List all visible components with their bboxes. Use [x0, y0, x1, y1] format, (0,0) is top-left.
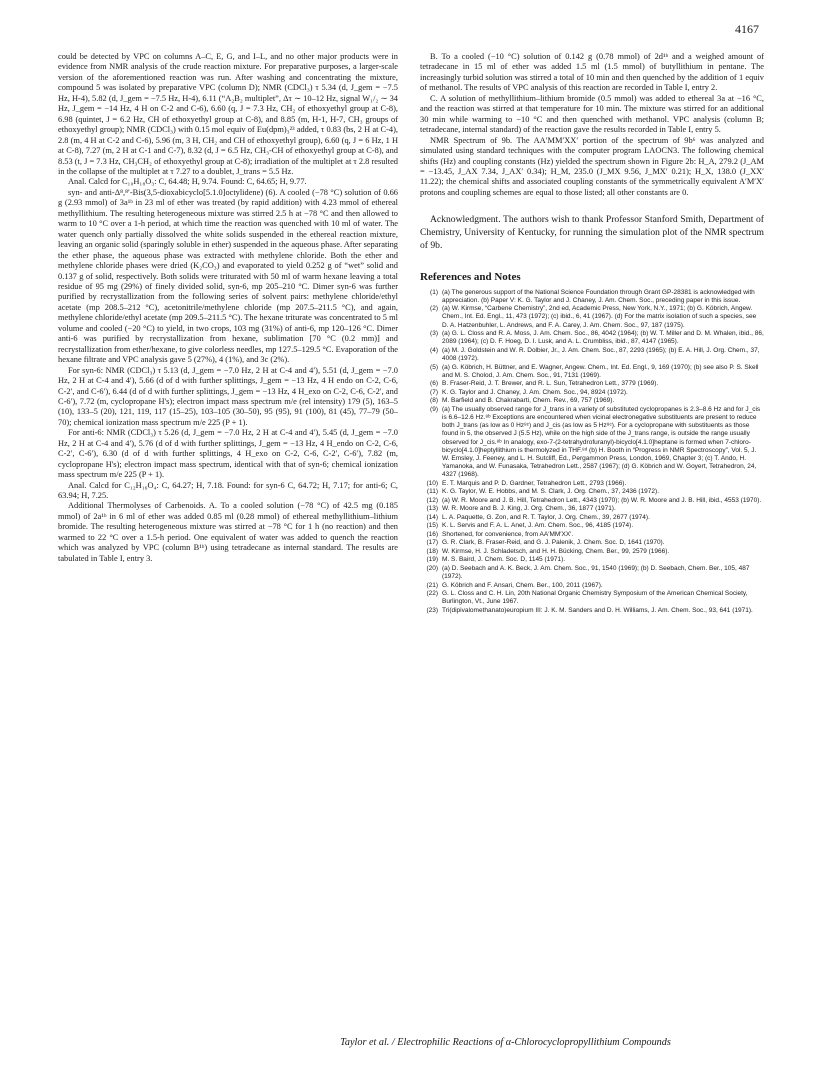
- reference-text: E. T. Marquis and P. D. Gardner, Tetrahedron Lett., 2793 (1966).: [442, 479, 627, 487]
- reference-text: (a) D. Seebach and A. K. Beck, J. Am. Chem. Soc., 91, 1540 (1969); (b) D. Seebach, Chem. Ber., 105, 487 (1972).: [442, 564, 750, 581]
- reference-number: (5): [430, 363, 438, 371]
- footer-text: Taylor et al. / Electrophilic Reactions of α-Chlorocyclopropyllithium Compounds: [340, 1037, 671, 1048]
- reference-text: (a) G. L. Closs and R. A. Moss, J. Am. Chem. Soc., 86, 4042 (1964); (b) W. T. Miller and D. M. Whalen, ibid., 86, 2089 (1964); (c) D. F. Hoeg, D. I. Lusk, and A. L. Crumbliss, ibid., 87, 4147 (1965).: [442, 330, 764, 346]
- reference-item: [420, 582, 764, 590]
- reference-item: [420, 565, 764, 581]
- reference-item: [420, 289, 764, 305]
- reference-number: (14): [426, 513, 438, 521]
- reference-item: [420, 607, 764, 615]
- reference-number: (1): [430, 288, 438, 296]
- reference-text: W. Kirmse, H. J. Schladetsch, and H. H. Bücking, Chem. Ber., 99, 2579 (1966).: [442, 547, 670, 555]
- reference-text: Shortened, for convenience, from AA′MM′XX′.: [442, 530, 574, 538]
- reference-item: [420, 497, 764, 505]
- reference-item: [420, 406, 764, 480]
- reference-item: [420, 556, 764, 564]
- paragraph: For syn-6: NMR (CDCl₃) τ 5.13 (d, J_gem = −7.0 Hz, 2 H at C-4 and 4′), 5.51 (d, J_gem = −7.0 Hz, 2 H at C-4 and 4′), 5.66 (d of d with further splittings, J_gem = −13 Hz, 4 H endo on C-2, C-6, C-2′, and C-6′), 6.44 (d of d with further splittings, J_gem = −13 Hz, 4 H_exo on C-2, C-6, C-2′, and C-6′), 7.72 (m, cyclopropane H's); electron impact mass spectrum m/e (rel intensity) 179 (5), 163–5 (10), 133–5 (20), 121, 119, 117 (15–25), 103–105 (30–50), 95 (95), 91 (100), 81 (45), 77–79 (50–70); chemical ionization mass spectrum m/e 225 (P + 1).: [58, 365, 398, 427]
- reference-text: (a) W. R. Moore and J. B. Hill, Tetrahedron Lett., 4343 (1970); (b) W. R. Moore and J. B. Hill, ibid., 4553 (1970).: [442, 496, 762, 504]
- reference-text: G. Köbrich and F. Ansari, Chem. Ber., 100, 2011 (1967).: [442, 581, 603, 589]
- reference-number: (23): [426, 606, 438, 614]
- reference-text: (a) The generous support of the National Science Foundation through Grant GP-28381 is acknowledged with appreciation. (b) Paper V: K. G. Taylor and J. Chaney, J. Am. Chem. Soc., preceding paper in this issue.: [442, 288, 755, 304]
- reference-number: (12): [426, 496, 438, 504]
- paragraph: Anal. Calcd for C₁₀H₁₈O₃: C, 64.48; H, 9.74. Found: C, 64.65; H, 9.77.: [68, 177, 307, 187]
- acknowledgment: Acknowledgment. The authors wish to thank Professor Stanford Smith, Department of Chemistry, University of Kentucky, for running the simulation plot of the NMR spectrum of 9b.: [420, 214, 764, 251]
- reference-item: [420, 590, 764, 606]
- reference-text: M. Barfield and B. Chakrabarti, Chem. Rev., 69, 757 (1969).: [442, 397, 615, 405]
- reference-text: (a) M. J. Goldstein and W. R. Dolbier, Jr., J. Am. Chem. Soc., 87, 2293 (1965); (b) E. A. Hill, J. Org. Chem., 37, 4008 (1972).: [442, 346, 760, 363]
- reference-text: (a) W. Kirmse, “Carbene Chemistry”, 2nd ed, Academic Press, New York, N.Y., 1971; (b) G. Köbrich, Angew. Chem., Int. Ed. Engl., 11, 473 (1972); (c) ibid., 6, 41 (1967). (d) For the matrix isolation of such a species, see D. A. Hatzenbuhler, L. Andrews, and F. A. Carey, J. Am. Chem. Soc., 97, 187 (1975).: [442, 305, 757, 329]
- reference-text: K. L. Servis and F. A. L. Anet, J. Am. Chem. Soc., 96, 4185 (1974).: [442, 522, 634, 530]
- reference-number: (9): [430, 405, 438, 413]
- reference-text: K. G. Taylor and J. Chaney, J. Am. Chem. Soc., 94, 8924 (1972).: [442, 388, 628, 396]
- right-column: [420, 52, 764, 615]
- reference-item: [420, 480, 764, 488]
- reference-item: [420, 389, 764, 397]
- paragraph: syn- and anti-Δ⁸,⁸′-Bis(3,5-dioxabicyclo[5.1.0]octylidene) (6). A cooled (−78 °C) solution of 0.66 g (2.93 mmol) of 3a¹ᵇ in 23 ml of ether was treated (by rapid addition) with 4.23 mmol of ethereal methyllithium. The resulting heterogeneous mixture was stirred 2.5 h at −78 °C and then allowed to warm to 10 °C over a 1-h period, at which time the reaction was quenched with 10 ml of water. The water quench only partially dissolved the white solids suspended in the ethereal reaction mixture, leaving an organic solid (sparingly soluble in ether) suspended in the aqueous phase. After separating the ether phase, the aqueous phase was extracted with methylene chloride. Both the ether and methylene chloride phases were dried (K₂CO₃) and evaporated to yield 0.252 g of “wet” solid and 0.137 g of solid, respectively. Both solids were triturated with 50 ml of warm hexane leaving a total residue of 95 mg (29%) of finely divided solid, syn-6, mp 205–210 °C. Dimer syn-6 was further purified by recrystallization from the following series of solvent pairs: methylene chloride/ethyl acetate (mp 208.5–212 °C), acetonitrile/methylene chloride (mp 207.5–211.5 °C), and again, methylene chloride/ethyl acetate (mp 209.5–211.5 °C). The hexane triturate was concentrated to 5 ml volume and cooled (−20 °C) to yield, in two crops, 103 mg (31%) of anti-6, mp 120–126 °C. Dimer anti-6 was purified by recrystallization from hexane, sublimation [70 °C (0.2 mm)] and recrystallization from ether/hexane, to give colorless needles, mp 127.5–129.5 °C. Evaporation of the hexane filtrate and VPC analysis gave 5 (27%), 4 (1%), and 3c (2%).: [58, 187, 398, 365]
- reference-number: (11): [426, 488, 438, 496]
- reference-number: (18): [426, 547, 438, 555]
- reference-number: (16): [426, 530, 438, 538]
- reference-number: (3): [430, 330, 438, 338]
- paragraph: Additional Thermolyses of Carbenoids. A. To a cooled solution (−78 °C) of 42.5 mg (0.185 mmol) of 2a¹ᵇ in 6 ml of ether was added 0.85 ml (0.28 mmol) of ethereal methyllithium–lithium bromide. The resulting heterogeneous mixture was stirred at −78 °C for 1 h (no reaction) and then warmed to 22 °C over a 1.5-h period. One equivalent of water was added to quench the reaction which was analyzed by VPC (column B¹ᵇ) using tetradecane as internal standard. The results are tabulated in Table I, entry 3.: [58, 501, 398, 563]
- page-number: 4167: [735, 22, 759, 36]
- reference-item: [420, 505, 764, 513]
- reference-number: (6): [430, 380, 438, 388]
- reference-number: (20): [426, 564, 438, 572]
- reference-number: (15): [426, 522, 438, 530]
- paragraph: could be detected by VPC on columns A–C, E, G, and I–L, and no other major products were in evidence from NMR analysis of the crude reaction mixture. For preparative purposes, a larger-scale version of the aforementioned reaction was run. After washing and concentrating the mixture, compound 5 was isolated by preparative VPC (column D); NMR (CDCl₃) τ 5.34 (d, J_gem = −7.5 Hz, H-4), 5.82 (d, J_gem = −7.5 Hz, H-4), 6.11 (“A₂B₂ multiplet”, Δτ ∼ 10–12 Hz, signal W₁/₂ ∼ 34 Hz, J_gem = −14 Hz, 4 H on C-2 and C-6), 6.60 (q, J = 7.3 Hz, CH₂ of ethoxyethyl group at C-8), 6.98 (quintet, J = 6.2 Hz, CH of ethoxyethyl group at C-8), and 8.85 (m, H-1, H-7, CH₃ groups of ethoxyethyl group); NMR (CDCl₃) with 0.15 mol equiv of Eu(dpm)₃²³ added, τ 0.83 (bs, 2 H at C-4), 2.8 (m, 4 H at C-2 and C-6), 5.96 (m, 3 H, CH₂ and CH of ethoxyethyl group), 6.60 (q, J = 6 Hz, 1 H at C-8), 7.27 (m, 2 H at C-1 and C-7), 8.32 (d, J = 6.5 Hz, CH₃-CH of ethoxyethyl group at C-8), and 8.53 (t, J = 7.3 Hz, CH₃CH₂ of ethoxyethyl group at C-8); irradiation of the multiplet at τ 2.8 resulted in the collapse of the multiplet at τ 7.27 to a doublet, J_trans = 5.5 Hz.: [58, 52, 398, 176]
- reference-item: [420, 514, 764, 522]
- paragraph: B. To a cooled (−10 °C) solution of 0.142 g (0.78 mmol) of 2d¹ᵇ and a weighed amount of tetradecane in 15 ml of ether was added 1.5 ml (1.5 mmol) of butyllithium in pentane. The increasingly turbid solution was stirred a total of 10 min and then quenched by the addition of 1 equiv of methanol. The results of VPC analysis of this reaction are recorded in Table I, entry 2.: [420, 52, 764, 93]
- reference-item: [420, 539, 764, 547]
- reference-number: (2): [430, 305, 438, 313]
- reference-item: [420, 347, 764, 363]
- reference-number: (13): [426, 505, 438, 513]
- reference-text: (a) G. Köbrich, H. Büttner, and E. Wagner, Angew. Chem., Int. Ed. Engl., 9, 169 (1970); (b) see also P. S. Skell and M. S. Cholod, J. Am. Chem. Soc., 91, 7131 (1969).: [442, 363, 759, 379]
- reference-number: (19): [426, 556, 438, 564]
- reference-text: W. R. Moore and B. J. King, J. Org. Chem., 36, 1877 (1971).: [442, 505, 616, 513]
- reference-text: K. G. Taylor, W. E. Hobbs, and M. S. Clark, J. Org. Chem., 37, 2436 (1972).: [442, 488, 659, 496]
- reference-item: [420, 531, 764, 539]
- reference-text: M. S. Baird, J. Chem. Soc. D, 1145 (1971).: [442, 556, 566, 564]
- reference-item: [420, 380, 764, 388]
- reference-text: B. Fraser-Reid, J. T. Brewer, and R. L. Sun, Tetrahedron Lett., 3779 (1969).: [442, 380, 659, 388]
- references-title: References and Notes: [420, 271, 521, 284]
- reference-number: (22): [426, 590, 438, 598]
- reference-text: (a) The usually observed range for J_trans in a variety of substituted cyclopropanes is 2.3–8.6 Hz and for J_cis is 6.6–12.6 Hz.⁸ᵇ Exceptions are encountered when vicinal electronegative substituents are present to reduce both J_trans (as low as 0 Hz⁸ᶜ) and J_cis (as low as 5 Hz⁸ᶜ). For a cyclopropane with substituents as those found in 5, the observed J (5.5 Hz), while on the high side of the J_trans range, is outside the range usually observed for J_cis.⁸ᵇ In analogy, exo-7-(2-tetrahydrofuranyl)-bicyclo[4.1.0]heptane is formed when 7-chloro-bicyclo[4.1.0]heptyllithium is thermolyzed in THF.⁸ᵈ (b) H. Booth in “Progress in NMR Spectroscopy”, Vol. 5, J. W. Emsley, J. Feeney, and L. H. Sutcliff, Ed., Pergammon Press, London, 1969, Chapter 3; (c) T. Ando, H. Yamanoka, and W. Funasaka, Tetrahedron Lett., 2587 (1967); (d) G. Köbrich and W. Goyert, Tetrahedron, 24, 4327 (1968).: [442, 405, 761, 479]
- reference-item: [420, 522, 764, 530]
- reference-item: [420, 397, 764, 405]
- paragraph: For anti-6: NMR (CDCl₃) τ 5.26 (d, J_gem = −7.0 Hz, 2 H at C-4 and 4′), 5.45 (d, J_gem = −7.0 Hz, 2 H at C-4 and 4′), 5.76 (d of d with further splittings, J_gem = −13 Hz, 4 H_endo on C-2, C-6, C-2′, C-6′), 6.30 (d of d with further splittings, 4 H_exo on C-2, C-6, C-2′, C-6′), 7.82 (m, cyclopropane H's); electron impact mass spectrum, identical with that of syn-6; chemical ionization mass spectrum m/e 225 (P + 1).: [58, 428, 398, 480]
- reference-item: [420, 548, 764, 556]
- reference-number: (10): [426, 479, 438, 487]
- references-list: [420, 289, 764, 615]
- reference-text: G. R. Clark, B. Fraser-Reid, and G. J. Palenik, J. Chem. Soc. D, 1641 (1970).: [442, 539, 665, 547]
- reference-number: (7): [430, 388, 438, 396]
- reference-number: (8): [430, 397, 438, 405]
- reference-number: (17): [426, 539, 438, 547]
- reference-text: Tri(dipivalomethanato)europium III: J. K. M. Sanders and D. H. Williams, J. Am. Chem. Soc., 93, 641 (1971).: [442, 606, 753, 614]
- reference-item: [420, 305, 764, 330]
- running-footer: [0, 1037, 821, 1048]
- reference-item: [420, 364, 764, 380]
- paragraph: NMR Spectrum of 9b. The AA′MM′XX′ portion of the spectrum of 9b⁶ was analyzed and simulated using standard techniques with the computer program LAOCN3. The following chemical shifts (Hz) and coupling constants (Hz) yielded the spectrum shown in Figure 2b: H_A, 279.2 (J_AM = −13.45, J_AX 7.34, J_AX′ 0.34); H_M, 235.0 (J_MX 9.56, J_MX′ 0.21); H_X, 138.0 (J_XX′ 11.22); the chemical shifts and associated coupling constants of the symmetrically equivalent A′M′X′ protons and coupling schemes are equal to those listed; all other constants are 0.: [420, 135, 764, 197]
- reference-item: [420, 488, 764, 496]
- reference-text: L. A. Paquette, G. Zon, and R. T. Taylor, J. Org. Chem., 39, 2677 (1974).: [442, 513, 650, 521]
- reference-number: (4): [430, 346, 438, 354]
- left-column: [58, 52, 398, 564]
- paragraph: Anal. Calcd for C₁₂H₁₆O₄: C, 64.27; H, 7.18. Found: for syn-6 C, 64.72; H, 7.17; for anti-6; C, 63.94; H, 7.25.: [58, 480, 398, 501]
- reference-item: [420, 330, 764, 346]
- reference-text: G. L. Closs and C. H. Lin, 20th National Organic Chemistry Symposium of the American Chemical Society, Burlington, Vt., June 1967.: [442, 590, 748, 606]
- reference-number: (21): [426, 581, 438, 589]
- paragraph: C. A solution of methyllithium–lithium bromide (0.5 mmol) was added to ethereal 3a at −16 °C, and the reaction was stirred at that temperature for 10 min. The mixture was stirred for an additional 30 min while warming to −10 °C and then quenched with methanol. VPC analysis (column B; tetradecane, internal standard) of the reaction gave the results recorded in Table I, entry 5.: [420, 93, 764, 135]
